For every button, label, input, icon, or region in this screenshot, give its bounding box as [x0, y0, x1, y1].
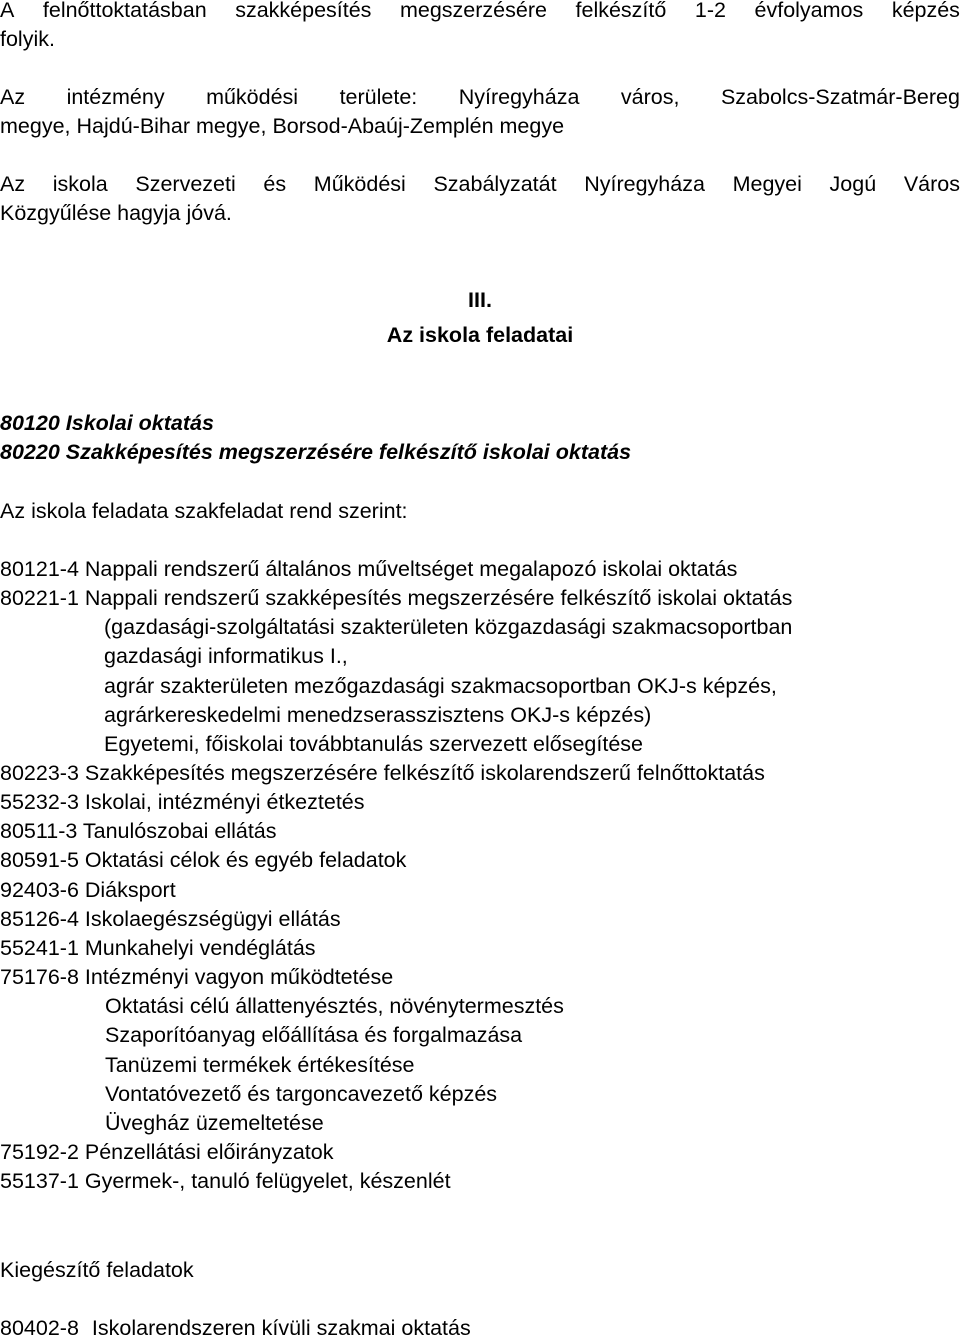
list-sub-item: Üvegház üzemeltetése [105, 1111, 324, 1135]
list-item: 92403-6 Diáksport [0, 878, 176, 902]
word: szakképesítés [235, 0, 372, 22]
word: és [263, 172, 287, 196]
word: területe: [339, 85, 418, 109]
intro-line-2: folyik. [0, 27, 55, 51]
word: Nyíregyháza [458, 85, 580, 109]
list-item: 55232-3 Iskolai, intézményi étkeztetés [0, 790, 365, 814]
list-item: 55137-1 Gyermek-, tanuló felügyelet, készenlét [0, 1169, 451, 1193]
word: Szabolcs-Szatmár-Bereg [720, 85, 960, 109]
rules-line-2: Közgyűlése hagyja jóvá. [0, 201, 232, 225]
main-task-1: 80120 Iskolai oktatás [0, 411, 214, 435]
list-sub-item: (gazdasági-szolgáltatási szakterületen közgazdasági szakmacsoportban [104, 615, 793, 639]
area-line-1 [0, 87, 960, 109]
list-item: 80511-3 Tanulószobai ellátás [0, 819, 277, 843]
main-task-2: 80220 Szakképesítés megszerzésére felkészítő iskolai oktatás [0, 440, 632, 464]
word: Szabályzatát [433, 172, 557, 196]
list-item: 85126-4 Iskolaegészségügyi ellátás [0, 907, 341, 931]
supplementary-code: 80402-8 [0, 1316, 79, 1340]
list-item: 55241-1 Munkahelyi vendéglátás [0, 936, 316, 960]
word: A [0, 0, 15, 22]
word: évfolyamos [754, 0, 864, 22]
word: 1-2 [694, 0, 726, 22]
word: iskola [52, 172, 108, 196]
word: Az [0, 172, 26, 196]
word: Nyíregyháza [584, 172, 705, 196]
rules-line-1 [0, 174, 960, 196]
word: felnőttoktatásban [42, 0, 207, 22]
list-sub-item: agrárkereskedelmi menedzserasszisztens OKJ-s képzés) [104, 703, 652, 727]
list-item: 80223-3 Szakképesítés megszerzésére felkészítő iskolarendszerű felnőttoktatás [0, 761, 765, 785]
word: Jogú [829, 172, 877, 196]
word: képzés [891, 0, 960, 22]
supplementary-label: Iskolarendszeren kívüli szakmai oktatás [91, 1316, 471, 1340]
word: Megyei [732, 172, 802, 196]
list-sub-item: Szaporítóanyag előállítása és forgalmazása [105, 1023, 523, 1047]
list-sub-item: Egyetemi, főiskolai továbbtanulás szervezett elősegítése [104, 732, 643, 756]
supplementary-heading: Kiegészítő feladatok [0, 1258, 194, 1282]
section-number: III. [468, 288, 492, 312]
list-item: 80221-1 Nappali rendszerű szakképesítés megszerzésére felkészítő iskolai oktatás [0, 586, 793, 610]
list-sub-item: Vontatóvezető és targoncavezető képzés [105, 1082, 498, 1106]
list-sub-item: agrár szakterületen mezőgazdasági szakmacsoportban OKJ-s képzés, [104, 674, 777, 698]
word: megszerzésére [399, 0, 547, 22]
intro-line-1 [0, 0, 960, 22]
word: Város [903, 172, 960, 196]
section-title: Az iskola feladatai [386, 323, 574, 347]
list-item: 75176-8 Intézményi vagyon működtetése [0, 965, 394, 989]
word: Az [0, 85, 26, 109]
list-sub-item: Tanüzemi termékek értékesítése [105, 1053, 415, 1077]
list-item: 75192-2 Pénzellátási előirányzatok [0, 1140, 334, 1164]
list-sub-item: gazdasági informatikus I., [104, 644, 348, 668]
list-sub-item: Oktatási célú állattenyésztés, növénytermesztés [105, 994, 564, 1018]
scope-heading: Az iskola feladata szakfeladat rend szerint: [0, 499, 408, 523]
word: Szervezeti [135, 172, 236, 196]
area-line-2: megye, Hajdú-Bihar megye, Borsod-Abaúj-Zemplén megye [0, 114, 565, 138]
list-item: 80121-4 Nappali rendszerű általános műveltséget megalapozó iskolai oktatás [0, 557, 738, 581]
word: intézmény [66, 85, 165, 109]
list-item: 80591-5 Oktatási célok és egyéb feladatok [0, 848, 407, 872]
word: működési [206, 85, 299, 109]
word: város, [620, 85, 680, 109]
supplementary-item [0, 1318, 471, 1340]
word: Működési [313, 172, 406, 196]
word: felkészítő [575, 0, 667, 22]
